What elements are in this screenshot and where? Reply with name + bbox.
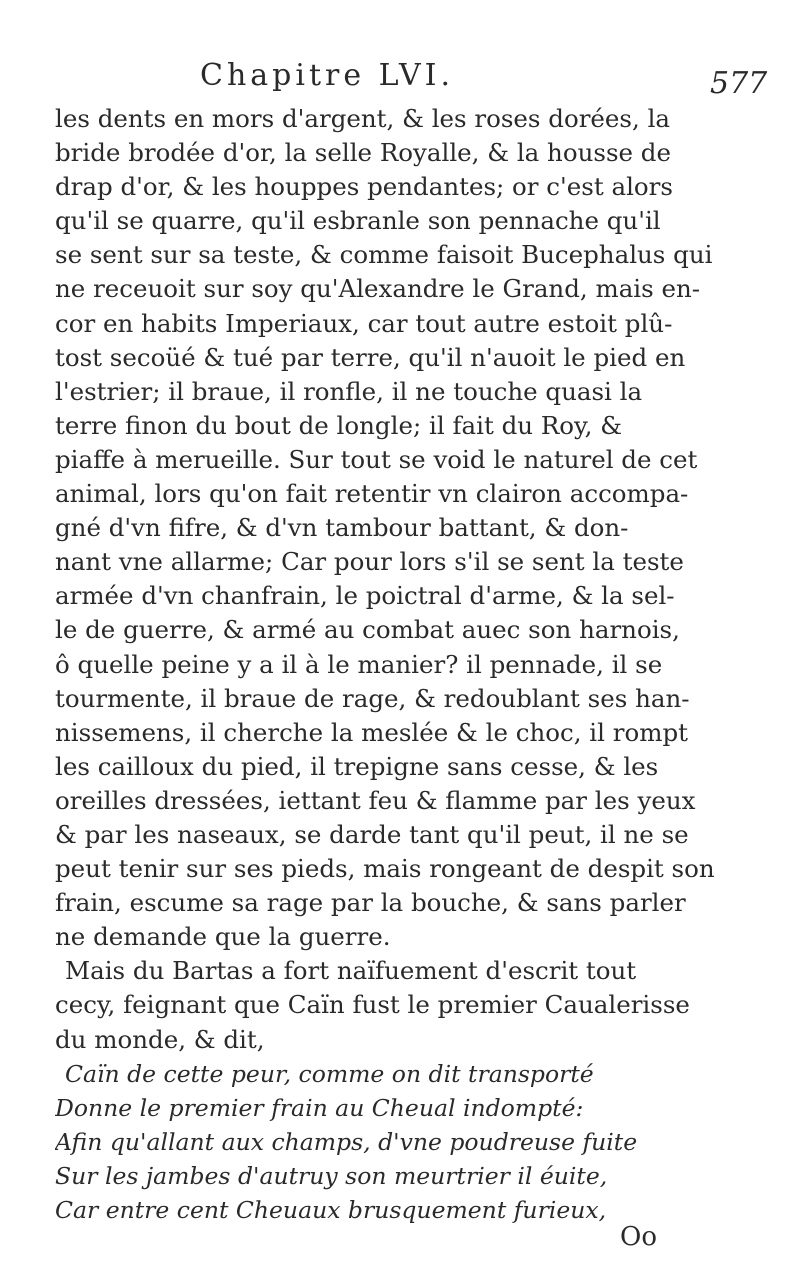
text-line: & par les naseaux, se darde tant qu'il peut, il ne se <box>55 819 689 849</box>
body-text <box>55 102 785 1227</box>
text-line: nant vne allarme; Car pour lors s'il se sent la teste <box>55 547 684 577</box>
text-line: tost secoüé & tué par terre, qu'il n'auoit le pied en <box>55 342 686 372</box>
text-line: ne receuoit sur soy qu'Alexandre le Grand, mais en- <box>55 274 701 304</box>
verse-line: Afin qu'allant aux champs, d'vne poudreuse fuite <box>55 1127 638 1156</box>
text-line: animal, lors qu'on fait retentir vn clairon accompa- <box>55 479 689 509</box>
text-line: qu'il se quarre, qu'il esbranle son pennache qu'il <box>55 206 661 236</box>
chapter-title: Chapitre LVI. <box>200 58 455 93</box>
text-line: les cailloux du pied, il trepigne sans cesse, & les <box>55 751 659 781</box>
text-line: cor en habits Imperiaux, car tout autre estoit plû- <box>55 308 673 338</box>
page-number: 577 <box>710 66 768 101</box>
text-line: Mais du Bartas a fort naïfuement d'escrit tout <box>65 956 637 986</box>
text-line: nissemens, il cherche la meslée & le choc, il rompt <box>55 717 688 747</box>
running-header <box>0 58 800 104</box>
text-line: terre finon du bout de longle; il fait du Roy, & <box>55 410 623 440</box>
text-line: peut tenir sur ses pieds, mais rongeant de despit son <box>55 854 715 884</box>
text-line: tourmente, il braue de rage, & redoublant ses han- <box>55 683 690 713</box>
text-line: se sent sur sa teste, & comme faisoit Bucephalus qui <box>55 240 713 270</box>
text-line: piaffe à merueille. Sur tout se void le naturel de cet <box>55 444 698 474</box>
verse-line: Donne le premier frain au Cheual indompté: <box>55 1093 584 1122</box>
text-line: oreilles dressées, iettant feu & flamme par les yeux <box>55 785 696 815</box>
text-line: drap d'or, & les houppes pendantes; or c'est alors <box>55 172 673 202</box>
text-line: armée d'vn chanfrain, le poictral d'arme, & la sel- <box>55 581 675 611</box>
text-line: frain, escume sa rage par la bouche, & sans parler <box>55 888 686 918</box>
text-line: cecy, feignant que Caïn fust le premier Caualerisse <box>55 990 690 1020</box>
catchword-signature: Oo <box>620 1222 657 1252</box>
text-line: le de guerre, & armé au combat auec son harnois, <box>55 615 680 645</box>
verse-line: Car entre cent Cheuaux brusquement furieux, <box>55 1196 607 1224</box>
verse-line: Caïn de cette peur, comme on dit transporté <box>65 1059 594 1088</box>
text-line: du monde, & dit, <box>55 1024 265 1054</box>
text-line: l'estrier; il braue, il ronfle, il ne touche quasi la <box>55 376 643 406</box>
text-line: ô quelle peine y a il à le manier? il pennade, il se <box>55 649 663 679</box>
text-line: gné d'vn fifre, & d'vn tambour battant, & don- <box>55 513 629 543</box>
verse-line: Sur les jambes d'autruy son meurtrier il éuite, <box>55 1161 608 1190</box>
text-line: ne demande que la guerre. <box>55 922 391 952</box>
text-line: bride brodée d'or, la selle Royalle, & la housse de <box>55 138 671 168</box>
text-line: les dents en mors d'argent, & les roses dorées, la <box>55 104 671 133</box>
